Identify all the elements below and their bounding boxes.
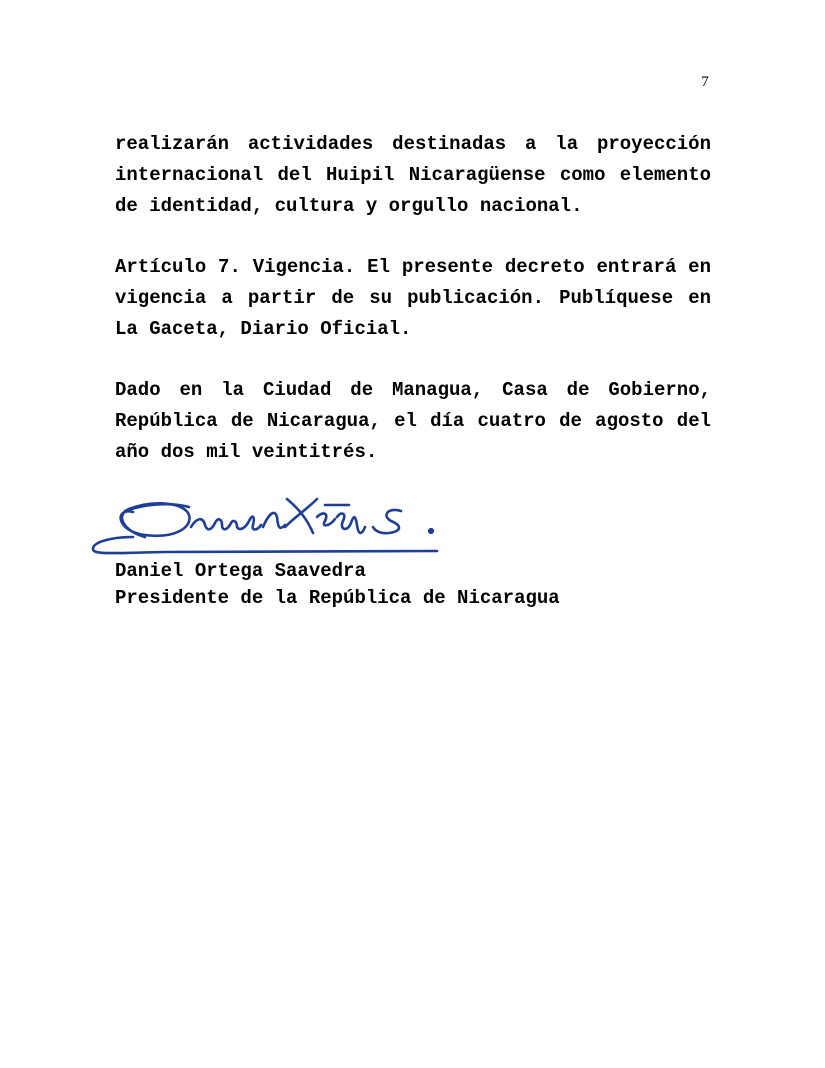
- page-number: 7: [701, 74, 709, 90]
- paragraph-continuation: realizarán actividades destinadas a la proyección internacional del Huipil Nicaragüense como elemento de identidad, cultura y orgullo nacional.: [115, 133, 711, 217]
- signature-image: [85, 487, 445, 559]
- paragraph-article-7: Artículo 7. Vigencia. El presente decreto entrará en vigencia a partir de su publicación. Publíquese en La Gaceta, Diario Oficial.: [115, 256, 711, 340]
- signer-block: [115, 558, 560, 612]
- paragraph-dado-en: Dado en la Ciudad de Managua, Casa de Gobierno, República de Nicaragua, el día cuatro de agosto del año dos mil veintitrés.: [115, 379, 711, 463]
- document-body: [115, 129, 711, 498]
- signer-name: Daniel Ortega Saavedra: [115, 560, 366, 582]
- signer-title: Presidente de la República de Nicaragua: [115, 587, 560, 609]
